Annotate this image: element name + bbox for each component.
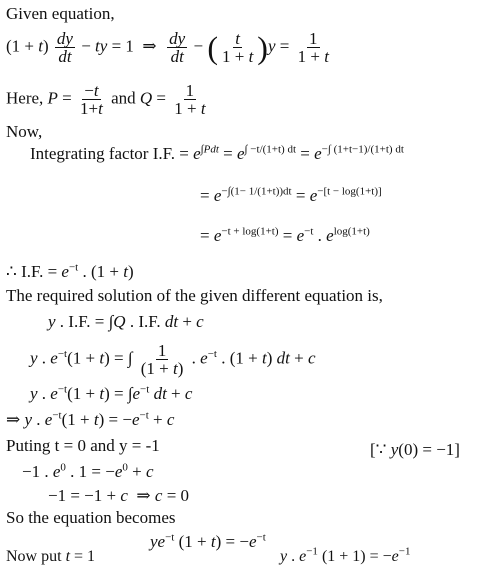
solution-step-2: y . $e^{-t}(1 + t)$ = ∫ $\frac{1}{(1 + t)}$ . $e^{-t}$ . (1 + t) dt + c [30,341,316,378]
if-result: ∴ I.F. = $e^{-t}$ . (1 + t) [6,261,134,281]
solution-step-1: y . I.F. = ∫Q . I.F. dt + c [48,312,204,331]
last-step: y . $e^{-1}$ $(1 + 1) = -e^{-1}$ [280,545,411,565]
integrating-factor-line-2: = $e^{-\int(1- 1/(1+t))dt} = e^{-[t - log(1+t)]}$ [200,185,382,205]
equation-becomes-text: So the equation becomes [6,508,176,527]
integrating-factor-line-1: Integrating factor I.F. = $e^{\int Pdt} = e^{\int -t/(1+t) dt} = e^{-\int (1+t-1)/(1+t) dt}$ [30,143,404,163]
constant-step-1: −1 . $e^0$ . $1 = -e^0 + c$ [22,461,154,481]
final-equation: $ye^{-t}$ $(1 + t) = -e^{-t}$ [150,531,266,551]
initial-condition-note: [∵ y(0) = −1] [370,440,460,459]
constant-step-2: −1 = −1 + c ⇒ c = 0 [48,486,190,505]
solution-step-3: y . $e^{-t}(1 + t) = \int e^{-t}$ dt + c [30,383,193,403]
now-label: Now, [6,122,43,141]
solution-step-4: ⇒ y . $e^{-t}(1 + t) = -e^{-t} + c$ [6,409,175,429]
p-q-definition: Here, P = $\frac{-t}{1+t}$ and Q = $\frac{1}{1 + t}$ [6,81,206,118]
integrating-factor-line-3: = $e^{-t + log(1+t)} = e^{-t}$ . $e^{log(1+t)}$ [200,225,370,245]
now-put-text: Now put t = 1 [6,548,96,565]
equation-1: (1 + t) $\frac{dy}{dt}$ − ty = 1 ⇒ $\frac{dy}{dt}$ − ( $\frac{t}{1 + t}$ )y = $\frac{1}{1 + t}$ [6,29,329,66]
puting-condition: Puting t = 0 and y = -1 [6,436,160,455]
required-solution-text: The required solution of the given different equation is, [6,286,383,305]
given-heading: Given equation, [6,4,115,23]
